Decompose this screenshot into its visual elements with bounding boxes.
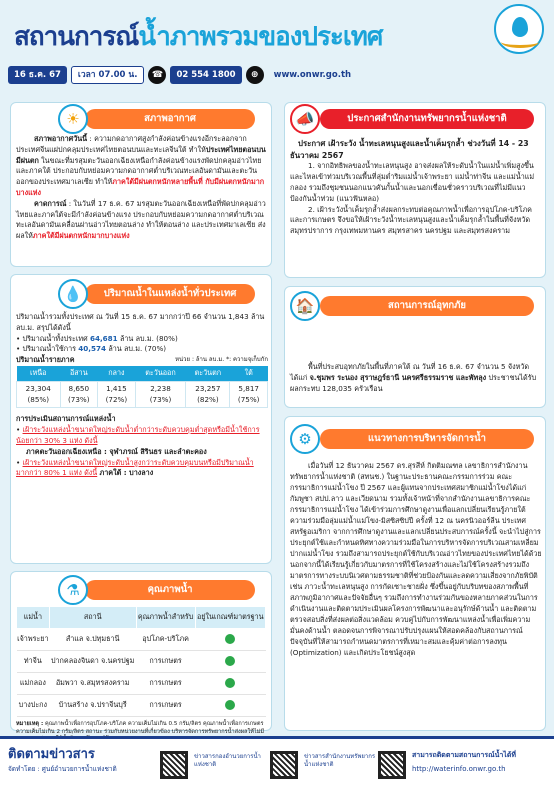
lab-flask-icon: ⚗ [58,575,88,605]
region-header: กลาง [98,366,136,382]
weather-sun-cloud-icon: ☀ [58,104,88,134]
phone-number: 02 554 1800 [170,66,241,84]
reservoir-text: ปริมาณน้ำรวมทั้งประเทศ ณ วันที่ 15 ธ.ค. 67 มากกว่าปี 66 จำนวน 1,843 ล้าน ลบ.ม. สรุปได้ดังนี้ • ปริมาณน้ำทั้งประเทศ 64,681 ล้าน ลบ.ม. (80%) • ปริมาณน้ำใช้การ 40,574 ล้าน ลบ.ม. (70%) ปริมาณน้ำรายภาค หน่วย : ล้าน ลบ.ม. *: ความจุเก็บกัก เหนือ อีสาน กลาง ตะวันออก ตะวันตก ใต้ 23,304 (85%) 8,650 (73%) 1,415 (72%) 2,238 (73%) 23,257 (82%) 5,817 (75%) การประเมินสถานการณ์แหล่งน้ำ • เฝ้าระวังแหล่งน้ำขนาดใหญ่ระดับน้ำต่ำกว่าระดับควบคุมต่ำสุดหรือมีน้ำใช้การน้อยกว่า 30% 3 แห่ง ดังนี้ ภาคตะวันออกเฉียงเหนือ : จุฬาภรณ์ สิรินธร และลำตะคอง • เฝ้าระวังแหล่งน้ำขนาดใหญ่ระดับน้ำสูงกว่าระดับควบคุมบนหรือมีปริมาณน้ำมากกว่า 80% 1 แห่ง ดังนี้ ภาคใต้ : บางลาง [16,312,268,478]
weather-heading: สภาพอากาศ [85,109,255,129]
website-link[interactable]: www.onwr.go.th [273,69,352,80]
web-icon: ⊕ [246,66,264,84]
region-header: ตะวันออก [135,366,186,382]
water-quality-table: แม่น้ำ สถานี คุณภาพน้ำสำหรับ อยู่ในเกณฑ์มาตรฐาน เจ้าพระยา สำแล จ.ปทุมธานี อุปโภค-บริโภค ท่าจีน ปากคลองจินดา จ.นครปฐม การเกษตร แม่กลอง อัมพวา จ.สมุทรสงคราม การเกษตร บางปะกง บ้านสร้าง จ.ปราจีนบุรี การเกษตร [16,606,266,717]
water-quality-table-wrap: แม่น้ำ สถานี คุณภาพน้ำสำหรับ อยู่ในเกณฑ์มาตรฐาน เจ้าพระยา สำแล จ.ปทุมธานี อุปโภค-บริโภค ท่าจีน ปากคลองจินดา จ.นครปฐม การเกษตร แม่กลอง อัมพวา จ.สมุทรสงคราม การเกษตร บางปะกง บ้านสร้าง จ.ปราจีนบุรี การเกษตร หมายเหตุ : คุณภาพน้ำเพื่อการอุปโภค-บริโภค ความเค็มไม่เกิน 0.5 กรัม/ลิตร คุณภาพน้ำเพื่อการเกษตร ความเค็มไม่เกิน 2 กรัม/ลิตร สถานะ ร่วมกับหน่วยงานที่เกี่ยวข้อง บริหารจัดการทรัพยากรน้ำส่งผลให้ไม่มี [16,606,266,744]
date-label: 16 ธ.ค. 67 [8,66,67,84]
status-ok-icon [225,656,235,666]
reservoir-heading: ปริมาณน้ำในแหล่งน้ำทั่วประเทศ [85,284,255,304]
header-info-bar [8,65,357,85]
water-management-icon: ⚙ [290,424,320,454]
status-ok-icon [225,634,235,644]
waterinfo-link[interactable]: http://waterinfo.onwr.go.th [412,765,506,773]
flood-heading: สถานการณ์อุทกภัย [320,296,534,316]
qr-code-2[interactable] [270,751,298,779]
time-label: เวลา 07.00 น. [71,66,145,84]
announcement-heading: ประกาศสำนักงานทรัพยากรน้ำแห่งชาติ [320,109,534,129]
status-ok-icon [225,700,235,710]
region-header: อีสาน [60,366,98,382]
management-text: เมื่อวันที่ 12 ธันวาคม 2567 ดร.สุรสีห์ กิตติมณฑล เลขาธิการสำนักงานทรัพยากรน้ำแห่งชาติ (สทนช.) ในฐานะประธานคณะกรรมการร่วม คณะกรรมาธิการแม่น้ำโขง ปี 2567 และผู้แทนจากประเทศสมาชิกแม่น้ำโขงได้แก่ กัมพูชา สปป.ลาว และเวียดนาม รวมทั้งเจ้าหน้าที่จากสำนักงานเลขาธิการคณะกรรมาธิการแม่น้ำโขง ได้เข้าร่วมการศึกษาดูงานเพื่อแลกเปลี่ยนเรียนรู้ภายใต้ความร่วมมือลุ่มแม่น้ำแม่โขง-มิสซิสซิปปี ครั้งที่ 12 ณ นครนิวออร์ลีน ประเทศสหรัฐอเมริกา จากการศึกษาดูงานและแลกเปลี่ยนประสบการณ์ครั้งนี้ จะนำไปสู่การประยุกต์ใช้และกำหนดทิศทางความร่วมมือในการบริหารจัดการบริเวณสามเหลี่ยมปากแม่น้ำโขง รวมถึงสามารถประยุกต์ใช้กับบริเวณอ่าวไทยของประเทศไทยได้ด้วย นอกจากนี้ได้เรียนรู้เกี่ยวกับมาตรการที่ใช้โครงสร้างและไม่ใช้โครงสร้างรวมถึงมาตรการทางระบบนิเวศตามธรรมชาติที่ช่วยป้องกันและลดความเสี่ยงจากภัยพิบัติ เช่น ภาวะน้ำทะเลหนุนสูง การกัดเซาะชายฝั่ง ซึ่งขึ้นอยู่กับบริบทของสภาพพื้นที่ สภาพภูมิอากาศและปัจจัยอื่นๆ รวมถึงการทำงานร่วมกันของหลายภาคส่วนในการดำเนินงานและติดตามประเมินผลโครงการพัฒนาและอนุรักษ์ด้านน้ำ และติดตามตรวจสอบสิ่งที่ส่งผลต่อสิ่งแวดล้อม ควบคู่ไปกับการพัฒนาแหล่งน้ำเพื่อเพิ่มความมั่นคงด้านน้ำ ตลอดจนการพิจารณาปรับปรุงแผนให้สอดคล้องกับสถานการณ์ปัจจุบันที่ให้สามารถกำหนดมาตรการที่เหมาะสมและคุ้มค่าต่อการลงทุน (Optimization) และเกิดประโยชน์สูงสุด [290,461,542,658]
region-volume: 8,650 (73%) [60,382,98,408]
follow-title: ติดตามข่าวสาร [8,747,95,762]
megaphone-icon: 📣 [290,104,320,134]
qr-code-3[interactable] [378,751,406,779]
region-header: ตะวันตก [186,366,230,382]
region-volume: 23,257 (82%) [186,382,230,408]
region-volume: 1,415 (72%) [98,382,136,408]
water-quality-heading: คุณภาพน้ำ [85,580,255,600]
weather-text: สภาพอากาศวันนี้ : ความกดอากาศสูงกำลังค่อนข้างแรงอีกระลอกจากประเทศจีนแผ่ปกคลุมประเทศไทยตอนบนและทะเลจีนใต้ ทำให้ประเทศไทยตอนบนมีฝนตก ในขณะที่มรสุมตะวันออกเฉียงเหนือกำลังค่อนข้างแรงพัดปกคลุมอ่าวไทยและภาคใต้ ประกอบกับหย่อมความกดอากาศต่ำบริเวณทะเลอันดามันและตะวันออกของประเทศมาเลเซีย ทำให้ภาคใต้มีฝนตกหนักหลายพื้นที่ กับมีฝนตกหนักมากบางแห่ง คาดการณ์ : ในวันที่ 17 ธ.ค. 67 มรสุมตะวันออกเฉียงเหนือที่พัดปกคลุมอ่าวไทยและภาคใต้จะมีกำลังค่อนข้างแรง ประกอบกับหย่อมความกดอากาศต่ำบริเวณทะเลอันดามันเคลื่อนผ่านอ่าวไทยตอนล่าง ทำให้ตอนล่าง และประเทศมาเลเซีย ส่งผลให้ภาคใต้มีฝนตกหนักมากบางแห่ง [16,134,266,241]
table-row: เจ้าพระยา สำแล จ.ปทุมธานี อุปโภค-บริโภค [17,629,266,651]
region-volume-table [16,366,268,409]
table-row: บางปะกง บ้านสร้าง จ.ปราจีนบุรี การเกษตร [17,695,266,717]
table-row: ท่าจีน ปากคลองจินดา จ.นครปฐม การเกษตร [17,651,266,673]
onwr-logo [494,4,544,54]
region-header: ใต้ [230,366,268,382]
management-heading: แนวทางการบริหารจัดการน้ำ [320,429,534,449]
region-header: เหนือ [17,366,61,382]
qr-caption-3: สามารถติดตามสถานการณ์น้ำได้ที่ [412,751,516,759]
footer [0,736,554,800]
region-volume: 5,817 (75%) [230,382,268,408]
source-label: จัดทำโดย : ศูนย์อำนวยการน้ำแห่งชาติ [8,765,117,773]
water-tap-icon: 💧 [58,279,88,309]
region-volume: 2,238 (73%) [135,382,186,408]
status-ok-icon [225,678,235,688]
table-row: แม่กลอง อัมพวา จ.สมุทรสงคราม การเกษตร [17,673,266,695]
flood-house-icon: 🏠 [290,291,320,321]
qr-code-1[interactable] [160,751,188,779]
qr-caption-1: ข่าวสารกองอำนวยการน้ำแห่งชาติ [194,753,261,768]
flood-text: พื้นที่ประสบอุทกภัยในพื้นที่ภาคใต้ ณ วันที่ 16 ธ.ค. 67 จำนวน 5 จังหวัด ได้แก่ จ.ชุมพร ระนอง สุราษฎร์ธานี นครศรีธรรมราช และพัทลุง ประชาชนได้รับผลกระทบ 128,035 ครัวเรือน [290,362,537,393]
phone-icon: ☎ [148,66,166,84]
qr-caption-2: ข่าวสารสำนักงานทรัพยากรน้ำแห่งชาติ [304,753,376,768]
announcement-text: ประกาศ เฝ้าระวัง น้ำทะเลหนุนสูงและน้ำเค็มรุกล้ำ ช่วงวันที่ 14 - 23 ธันวาคม 2567 1. จากอิทธิพลของน้ำทะเลหนุนสูง อาจส่งผลให้ระดับน้ำในแม่น้ำเพิ่มสูงขึ้นและไหลเข้าท่วมบริเวณพื้นที่ลุ่มต่ำริมแม่น้ำเจ้าพระยา แม่น้ำท่าจีน และแม่น้ำแม่กลอง รวมถึงชุมชนนอกแนวคันกั้นน้ำและนอกเขื่อนชั่วคราวบริเวณที่ไม่มีแนวป้องกันน้ำท่วม (แนวฟันหลอ) 2. เฝ้าระวังน้ำเค็มรุกล้ำส่งผลกระทบต่อคุณภาพน้ำเพื่อการอุปโภค-บริโภค และการเกษตร จึงขอให้เฝ้าระวังน้ำทะเลหนุนสูงและน้ำเค็มรุกล้ำในพื้นที่จังหวัดสมุทรปราการ กรุงเทพมหานคร สมุทรสาคร นครปฐม และสมุทรสงคราม [290,139,535,236]
region-volume: 23,304 (85%) [17,382,61,408]
page-title: สถานการณ์น้ำภาพรวมของประเทศ [14,22,383,52]
